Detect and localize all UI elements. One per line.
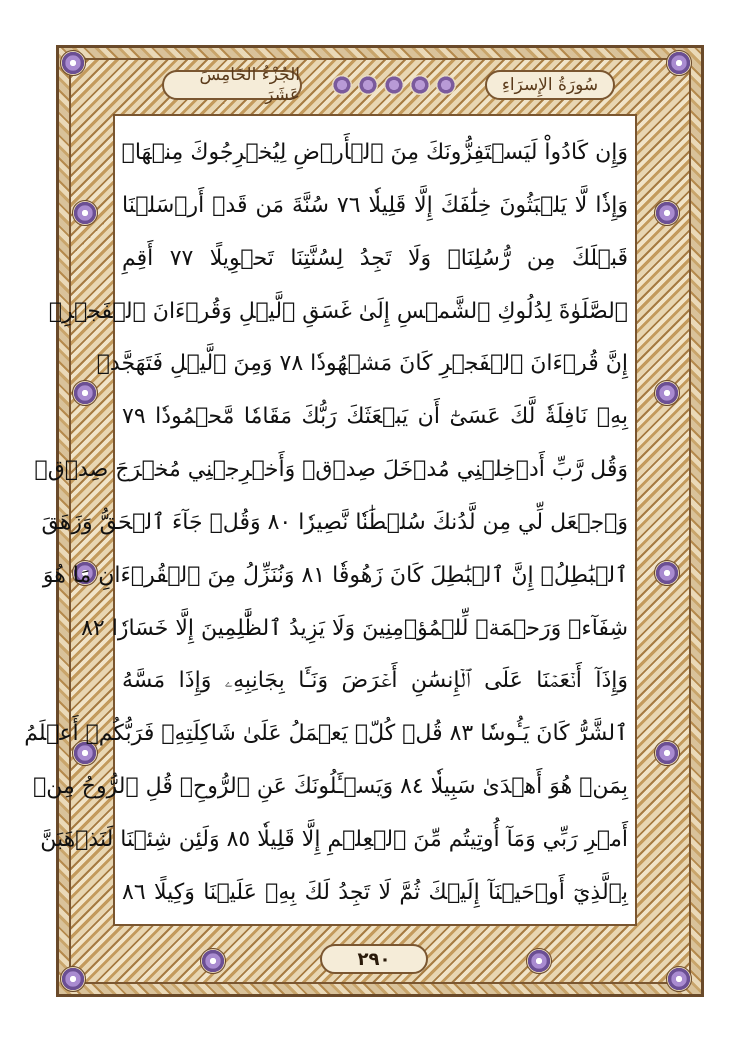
verse-line: ٱلصَّلَوٰةَ لِدُلُوكِ ٱلشَّمۡسِ إِلَىٰ غَسَقِ ٱلَّيۡلِ وَقُرۡءَانَ ٱلۡفَجۡرِۖ bbox=[48, 298, 628, 324]
verse-line: وَقُل رَّبِّ أَدۡخِلۡنِي مُدۡخَلَ صِدۡقٖ وَأَخۡرِجۡنِي مُخۡرَجَ صِدۡقٖ bbox=[34, 457, 628, 483]
verse-line: بِٱلَّذِيٓ أَوۡحَيۡنَآ إِلَيۡكَ ثُمَّ لَا تَجِدُ لَكَ بِهِۦ عَلَيۡنَا وَكِيلًا ٨٦ bbox=[122, 879, 628, 905]
ornament-flower-icon bbox=[436, 75, 456, 95]
verse-line: ٱلشَّرُّ كَانَ يَـُٔوسٗا ٨٣ قُلۡ كُلّٞ يَعۡمَلُ عَلَىٰ شَاكِلَتِهِۦ فَرَبُّكُمۡ أَعۡلَمُ bbox=[24, 721, 628, 747]
side-rosette-icon bbox=[72, 200, 98, 226]
bottom-rosette-icon bbox=[200, 948, 226, 974]
verse-line: وَٱجۡعَل لِّي مِن لَّدُنكَ سُلۡطَٰنٗا نَّصِيرٗا ٨٠ وَقُلۡ جَآءَ ٱلۡحَقُّ وَزَهَقَ bbox=[41, 509, 628, 535]
juz-name-cartouche bbox=[162, 65, 302, 105]
ornament-flower-icon bbox=[410, 75, 430, 95]
verse-line: شِفَآءٞ وَرَحۡمَةٞ لِّلۡمُؤۡمِنِينَ وَلَا يَزِيدُ ٱلظَّٰلِمِينَ إِلَّا خَسَارٗا ٨٢ bbox=[81, 615, 628, 641]
side-rosette-icon bbox=[654, 380, 680, 406]
ornament-flower-icon bbox=[384, 75, 404, 95]
bottom-rosette-icon bbox=[526, 948, 552, 974]
corner-rosette-icon bbox=[666, 50, 692, 76]
side-rosette-icon bbox=[654, 560, 680, 586]
ornament-flower-icon bbox=[332, 75, 352, 95]
verse-line: قَبۡلَكَ مِن رُّسُلِنَاۖ وَلَا تَجِدُ لِسُنَّتِنَا تَحۡوِيلًا ٧٧ أَقِمِ bbox=[122, 245, 629, 271]
verse-line: وَإِذَآ أَنۡعَمۡنَا عَلَى ٱلۡإِنسَٰنِ أَعۡرَضَ وَنَـَٔا بِجَانِبِهِۦ وَإِذَا مَسَّهُ bbox=[122, 668, 628, 694]
verse-line: وَإِذٗا لَّا يَلۡبَثُونَ خِلَٰفَكَ إِلَّا قَلِيلٗا ٧٦ سُنَّةَ مَن قَدۡ أَرۡسَلۡنَا bbox=[122, 192, 628, 218]
side-rosette-icon bbox=[72, 380, 98, 406]
verse-line: بِمَنۡ هُوَ أَهۡدَىٰ سَبِيلٗا ٨٤ وَيَسۡـَٔلُونَكَ عَنِ ٱلرُّوحِۖ قُلِ ٱلرُّوحُ مِنۡ bbox=[33, 774, 628, 800]
side-rosette-icon bbox=[654, 740, 680, 766]
side-rosette-icon bbox=[654, 200, 680, 226]
verse-line: بِهِۦ نَافِلَةٗ لَّكَ عَسَىٰٓ أَن يَبۡعَثَكَ رَبُّكَ مَقَامٗا مَّحۡمُودٗا ٧٩ bbox=[122, 404, 628, 430]
corner-rosette-icon bbox=[666, 966, 692, 992]
surah-name-cartouche bbox=[485, 70, 615, 100]
corner-rosette-icon bbox=[60, 966, 86, 992]
verse-line: وَإِن كَادُواْ لَيَسۡتَفِزُّونَكَ مِنَ ٱلۡأَرۡضِ لِيُخۡرِجُوكَ مِنۡهَاۖ bbox=[121, 140, 628, 165]
verse-line: إِنَّ قُرۡءَانَ ٱلۡفَجۡرِ كَانَ مَشۡهُودٗا ٧٨ وَمِنَ ٱلَّيۡلِ فَتَهَجَّدۡ bbox=[96, 351, 628, 377]
page-number: ٢٩٠ bbox=[357, 948, 391, 970]
corner-rosette-icon bbox=[60, 50, 86, 76]
verse-lines bbox=[24, 128, 629, 918]
page-number-cartouche bbox=[320, 944, 428, 974]
juz-name: الجُزْءُ الخَامِسَ عَشَرَ bbox=[199, 65, 300, 105]
ornament-flower-icon bbox=[358, 75, 378, 95]
verse-line: أَمۡرِ رَبِّي وَمَآ أُوتِيتُم مِّنَ ٱلۡعِلۡمِ إِلَّا قَلِيلٗا ٨٥ وَلَئِن شِئۡنَا لَنَذۡهَبَنَّ bbox=[40, 826, 628, 852]
header-ornament bbox=[312, 72, 476, 98]
surah-name: سُورَةُ الإِسرَاءِ bbox=[501, 75, 599, 95]
verse-line: ٱلۡبَٰطِلُۚ إِنَّ ٱلۡبَٰطِلَ كَانَ زَهُوقٗا ٨١ وَنُنَزِّلُ مِنَ ٱلۡقُرۡءَانِ مَا هُوَ bbox=[42, 562, 628, 588]
